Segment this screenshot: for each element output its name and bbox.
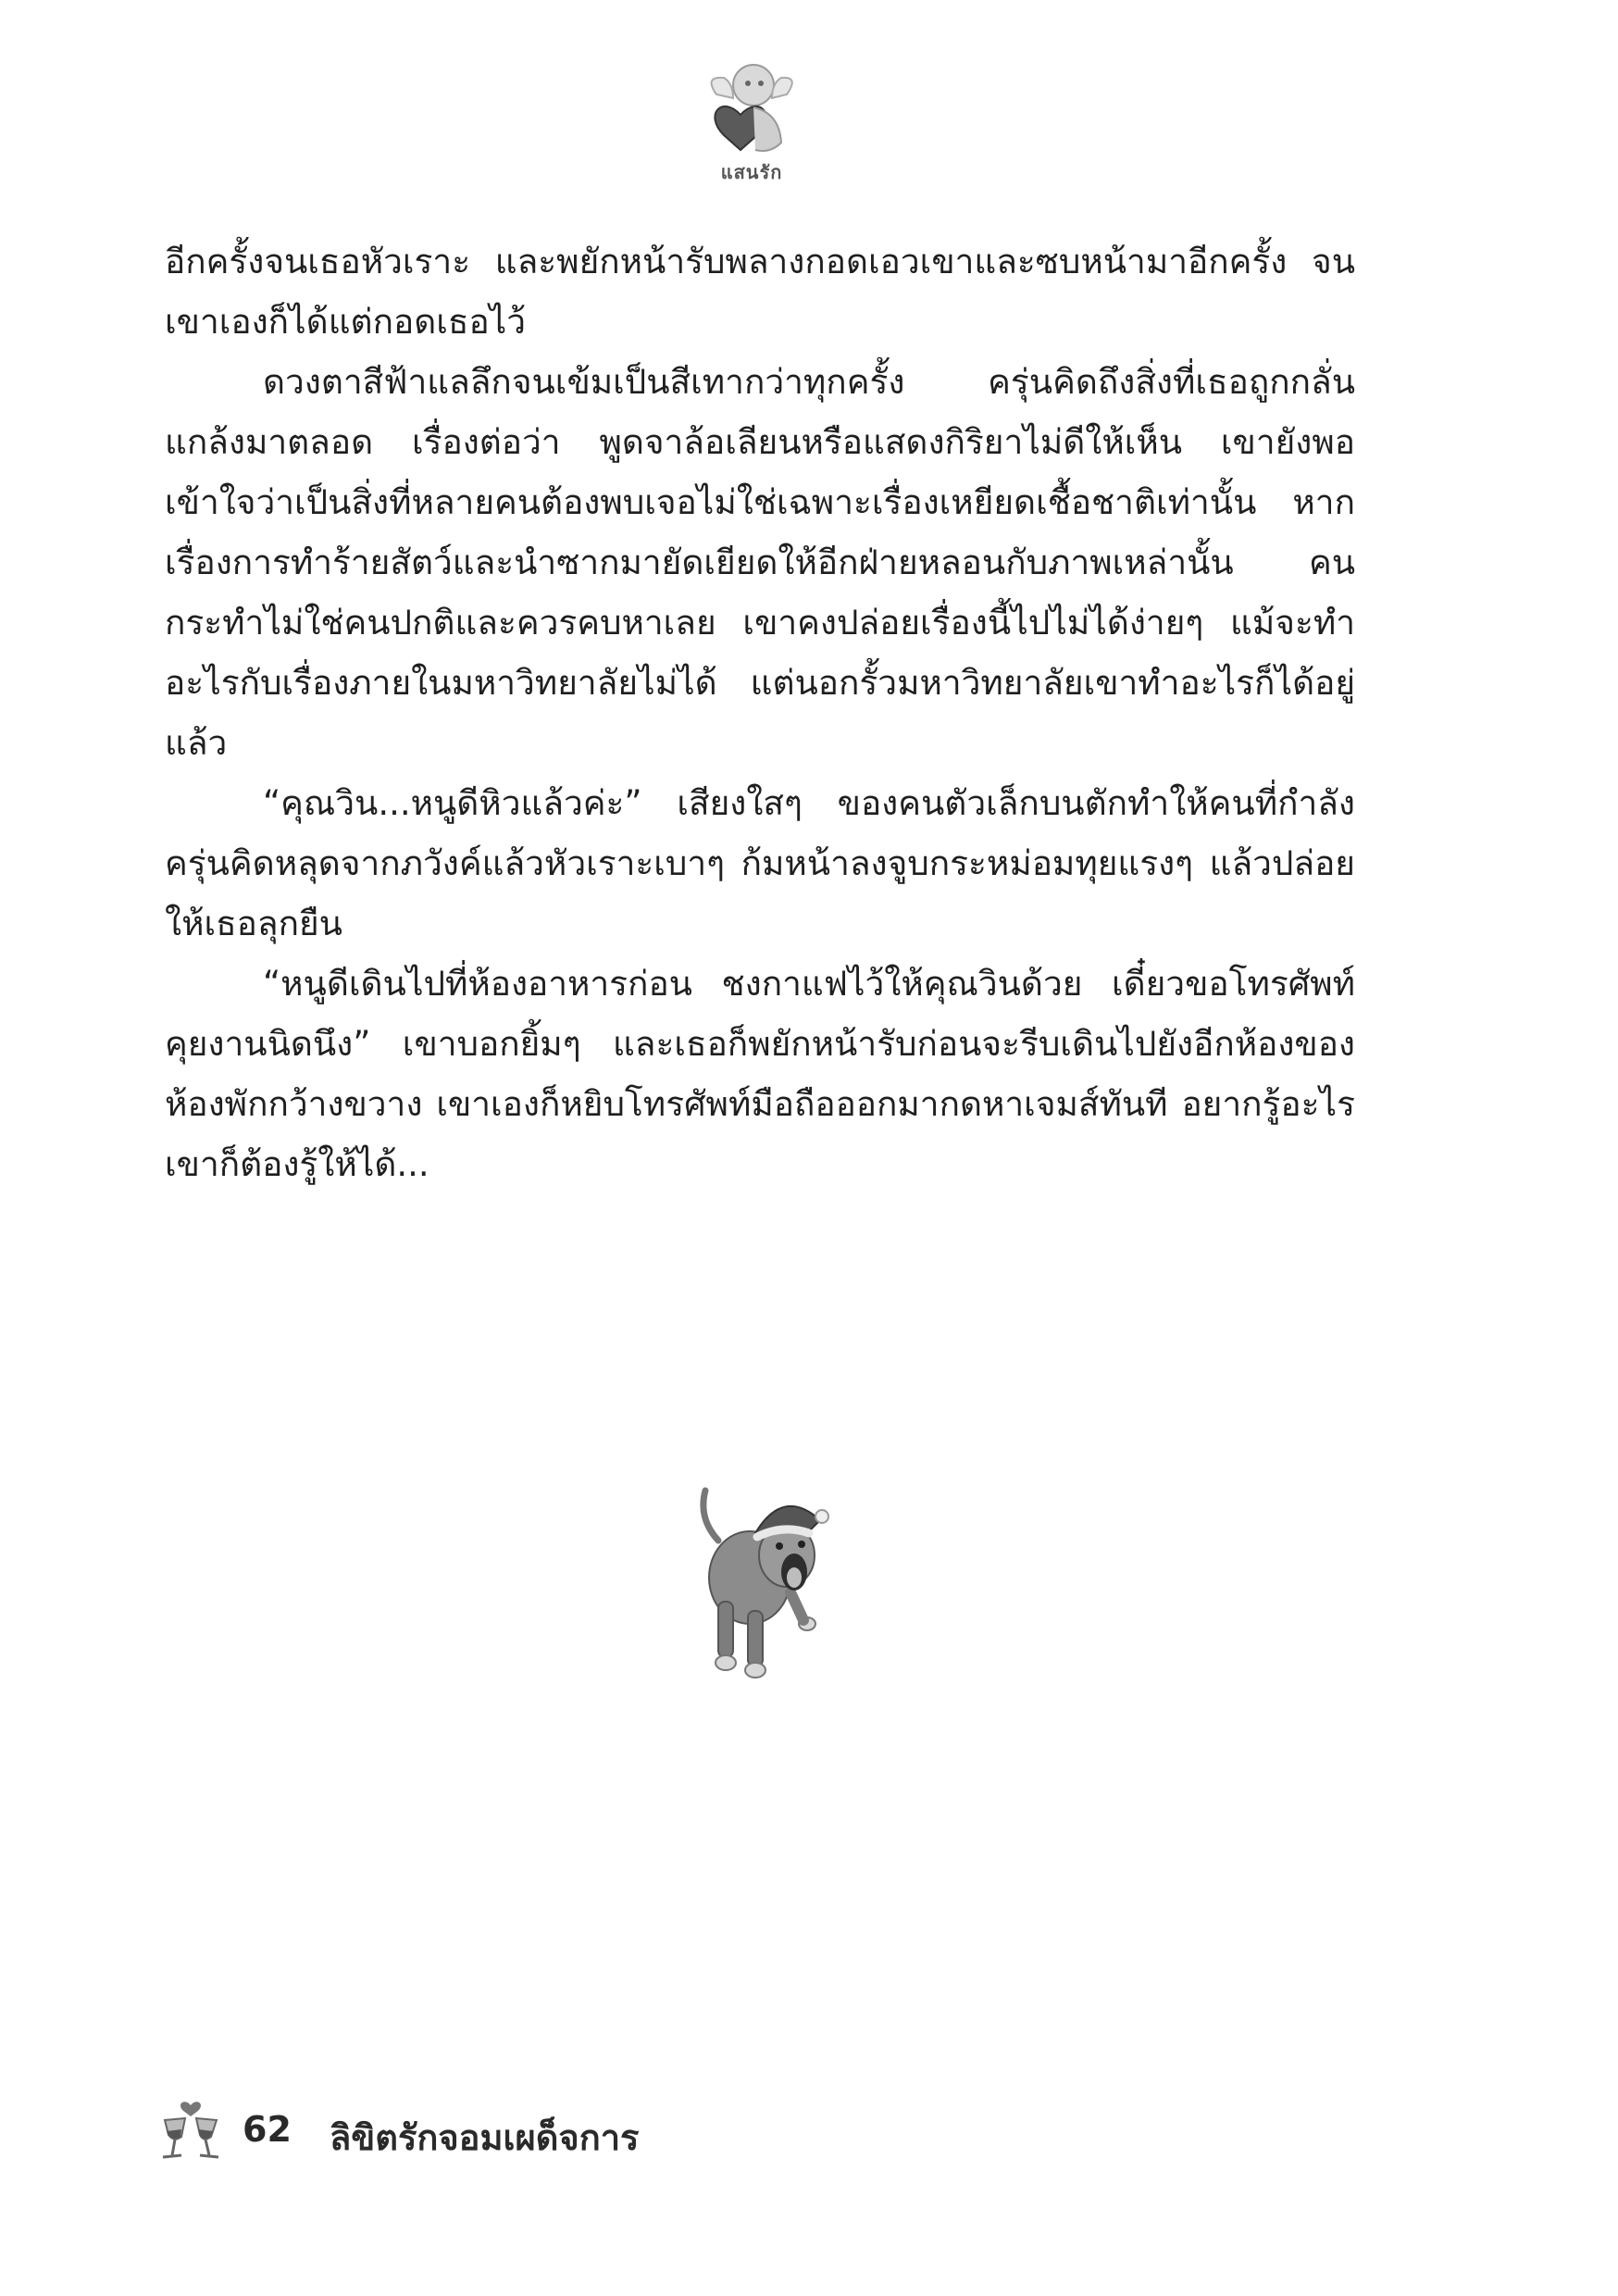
paragraph: “หนูดีเดินไปที่ห้องอาหารก่อน ชงกาแฟไว้ให้คุณวินด้วย เดี๋ยวขอโทรศัพท์คุยงานนิดนึง” เขาบอกยิ้มๆ และเธอก็พยักหน้ารับก่อนจะรีบเดินไปยังอีกห้องของห้องพักกว้างขวาง เขาเองก็หยิบโทรศัพท์มือถือออกมากดหาเจมส์ทันที อยากรู้อะไรเขาก็ต้องรู้ให้ได้... bbox=[165, 964, 1355, 1184]
cupid-heart-icon bbox=[696, 57, 807, 167]
dog-santa-hat-illustration bbox=[691, 1481, 839, 1680]
publisher-logo bbox=[696, 57, 807, 187]
dog-icon bbox=[691, 1481, 839, 1680]
page-footer bbox=[154, 2092, 802, 2166]
body-text bbox=[165, 231, 1355, 1194]
paragraph: อีกครั้งจนเธอหัวเราะ และพยักหน้ารับพลางกอดเอวเขาและซบหน้ามาอีกครั้ง จนเขาเองก็ได้แต่กอดเธอไว้ bbox=[165, 242, 1355, 342]
logo-text: แสนรัก bbox=[720, 161, 783, 183]
paragraph: ดวงตาสีฟ้าแลลึกจนเข้มเป็นสีเทากว่าทุกครั้ง ครุ่นคิดถึงสิ่งที่เธอถูกกลั่นแกล้งมาตลอด เรื่องต่อว่า พูดจาล้อเลียนหรือแสดงกิริยาไม่ดีให้เห็น เขายังพอเข้าใจว่าเป็นสิ่งที่หลายคนต้องพบเจอไม่ใช่เฉพาะเรื่องเหยียดเชื้อชาติเท่านั้น หากเรื่องการทำร้ายสัตว์และนำซากมายัดเยียดให้อีกฝ่ายหลอนกับภาพเหล่านั้น คนกระทำไม่ใช่คนปกติและควรคบหาเลย เขาคงปล่อยเรื่องนี้ไปไม่ได้ง่ายๆ แม้จะทำอะไรกับเรื่องภายในมหาวิทยาลัยไม่ได้ แต่นอกรั้วมหาวิทยาลัยเขาทำอะไรก็ได้อยู่แล้ว bbox=[165, 362, 1355, 763]
wine-glasses-heart-icon bbox=[154, 2098, 239, 2163]
paragraph: “คุณวิน...หนูดีหิวแล้วค่ะ” เสียงใสๆ ของคนตัวเล็กบนตักทำให้คนที่กำลังครุ่นคิดหลุดจากภวังค์แล้วหัวเราะเบาๆ ก้มหน้าลงจูบกระหม่อมทุยแรงๆ แล้วปล่อยให้เธอลุกยืน bbox=[165, 783, 1355, 943]
page-number: 62 bbox=[243, 2109, 292, 2150]
book-title: ลิขิตรักจอมเผด็จการ bbox=[330, 2117, 640, 2158]
